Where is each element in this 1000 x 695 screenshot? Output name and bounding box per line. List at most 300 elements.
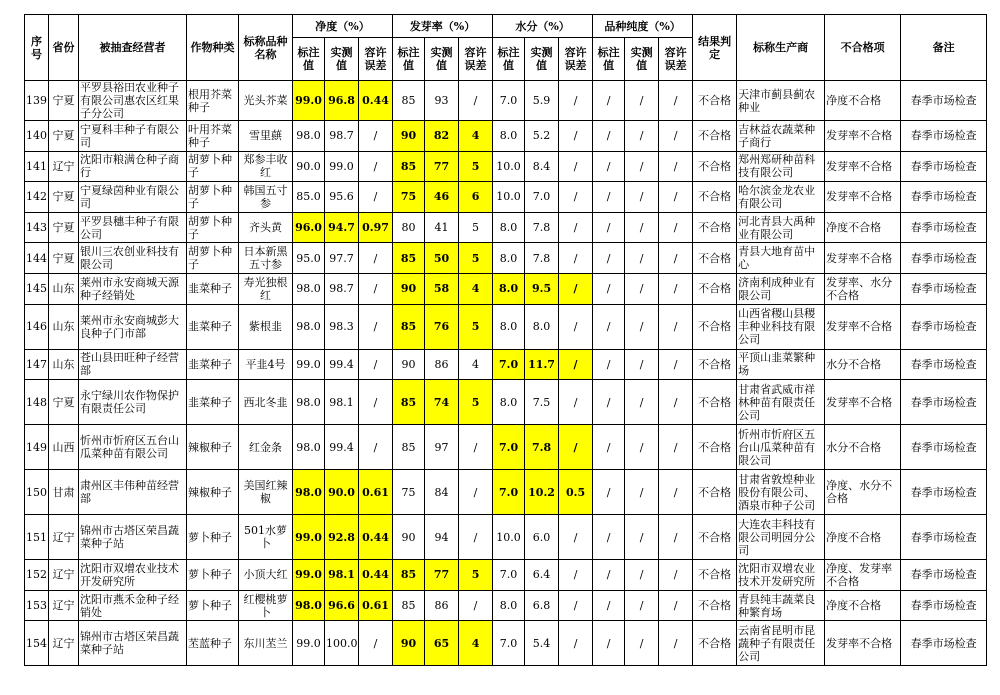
germination-tolerance: / [459,470,493,515]
row-variety: 红樱桃萝卜 [239,590,293,621]
purity-labeled: 98.0 [293,273,325,304]
row-fail-items: 净度不合格 [825,515,901,560]
row-note: 春季市场检查 [901,621,987,666]
header-result: 结果判定 [693,15,737,81]
varietal-purity-tolerance: / [659,425,693,470]
row-producer: 济南利成种业有限公司 [737,273,825,304]
subheader-measured: 实测值 [525,38,559,81]
moisture-labeled: 7.0 [493,81,525,121]
row-fail-items: 水分不合格 [825,425,901,470]
germination-labeled: 90 [393,515,425,560]
germination-measured: 82 [425,121,459,152]
germination-tolerance: 4 [459,273,493,304]
varietal-purity-labeled: / [593,81,625,121]
row-province: 宁夏 [49,121,79,152]
germination-tolerance: / [459,81,493,121]
header-row-top [25,15,987,38]
row-note: 春季市场检查 [901,151,987,182]
table-body [25,81,987,666]
row-dealer: 永宁绿川农作物保护有限责任公司 [79,380,187,425]
header-varietal-purity: 品种纯度（%） [593,15,693,38]
germination-tolerance: / [459,425,493,470]
row-province: 山东 [49,273,79,304]
row-result: 不合格 [693,81,737,121]
row-province: 辽宁 [49,621,79,666]
row-seq: 149 [25,425,49,470]
moisture-tolerance: / [559,273,593,304]
germination-measured: 97 [425,425,459,470]
moisture-labeled: 10.0 [493,182,525,213]
purity-tolerance: / [359,304,393,349]
row-dealer: 沈阳市粮满仓种子商行 [79,151,187,182]
germination-labeled: 85 [393,380,425,425]
germination-measured: 93 [425,81,459,121]
header-germination: 发芽率（%） [393,15,493,38]
varietal-purity-labeled: / [593,243,625,274]
germination-tolerance: 5 [459,212,493,243]
row-dealer: 莱州市永安商城天源种子经销处 [79,273,187,304]
germination-tolerance: 4 [459,621,493,666]
header-producer: 标称生产商 [737,15,825,81]
table-row [25,273,987,304]
germination-labeled: 85 [393,304,425,349]
row-dealer: 宁夏绿茵种业有限公司 [79,182,187,213]
row-seq: 151 [25,515,49,560]
germination-tolerance: 5 [459,380,493,425]
germination-labeled: 90 [393,273,425,304]
row-dealer: 肃州区丰伟种苗经营部 [79,470,187,515]
varietal-purity-measured: / [625,121,659,152]
purity-measured: 96.6 [325,590,359,621]
row-dealer: 苍山县田旺种子经营部 [79,349,187,380]
row-variety: 501水萝卜 [239,515,293,560]
germination-tolerance: 4 [459,121,493,152]
row-producer: 云南省昆明市昆蔬种子有限责任公司 [737,621,825,666]
moisture-tolerance: / [559,349,593,380]
row-note: 春季市场检查 [901,182,987,213]
varietal-purity-tolerance: / [659,121,693,152]
purity-labeled: 98.0 [293,470,325,515]
row-province: 辽宁 [49,560,79,591]
moisture-tolerance: / [559,380,593,425]
moisture-labeled: 7.0 [493,470,525,515]
moisture-tolerance: / [559,243,593,274]
moisture-measured: 7.8 [525,212,559,243]
row-dealer: 银川三农创业科技有限公司 [79,243,187,274]
moisture-labeled: 8.0 [493,304,525,349]
moisture-measured: 8.4 [525,151,559,182]
subheader-tolerance: 容许误差 [559,38,593,81]
varietal-purity-labeled: / [593,273,625,304]
purity-labeled: 95.0 [293,243,325,274]
row-note: 春季市场检查 [901,121,987,152]
germination-measured: 58 [425,273,459,304]
varietal-purity-labeled: / [593,470,625,515]
varietal-purity-measured: / [625,273,659,304]
row-variety: 平韭4号 [239,349,293,380]
varietal-purity-labeled: / [593,151,625,182]
purity-measured: 98.7 [325,121,359,152]
moisture-measured: 8.0 [525,304,559,349]
purity-measured: 90.0 [325,470,359,515]
row-province: 宁夏 [49,380,79,425]
germination-labeled: 85 [393,590,425,621]
row-crop: 韭菜种子 [187,349,239,380]
purity-labeled: 85.0 [293,182,325,213]
purity-measured: 99.4 [325,425,359,470]
row-note: 春季市场检查 [901,590,987,621]
purity-measured: 98.3 [325,304,359,349]
row-dealer: 沈阳市双增农业技术开发研究所 [79,560,187,591]
moisture-tolerance: / [559,590,593,621]
row-result: 不合格 [693,590,737,621]
row-variety: 雪里蕻 [239,121,293,152]
germination-labeled: 85 [393,560,425,591]
purity-measured: 92.8 [325,515,359,560]
varietal-purity-measured: / [625,81,659,121]
row-fail-items: 净度不合格 [825,590,901,621]
purity-measured: 97.7 [325,243,359,274]
row-province: 辽宁 [49,515,79,560]
subheader-labeled: 标注值 [493,38,525,81]
moisture-labeled: 7.0 [493,621,525,666]
varietal-purity-measured: / [625,212,659,243]
varietal-purity-labeled: / [593,121,625,152]
varietal-purity-tolerance: / [659,212,693,243]
row-province: 山东 [49,304,79,349]
header-note: 备注 [901,15,987,81]
moisture-measured: 5.4 [525,621,559,666]
table-row [25,349,987,380]
varietal-purity-labeled: / [593,304,625,349]
varietal-purity-labeled: / [593,590,625,621]
purity-tolerance: / [359,380,393,425]
moisture-measured: 9.5 [525,273,559,304]
row-note: 春季市场检查 [901,81,987,121]
row-crop: 胡萝卜种子 [187,182,239,213]
subheader-labeled: 标注值 [293,38,325,81]
row-seq: 148 [25,380,49,425]
moisture-labeled: 8.0 [493,243,525,274]
germination-measured: 41 [425,212,459,243]
row-province: 辽宁 [49,151,79,182]
germination-labeled: 90 [393,621,425,666]
moisture-tolerance: / [559,560,593,591]
varietal-purity-labeled: / [593,621,625,666]
purity-tolerance: 0.44 [359,560,393,591]
moisture-tolerance: / [559,621,593,666]
row-crop: 叶用芥菜种子 [187,121,239,152]
row-result: 不合格 [693,349,737,380]
row-producer: 沈阳市双增农业技术开发研究所 [737,560,825,591]
row-result: 不合格 [693,182,737,213]
row-seq: 146 [25,304,49,349]
moisture-labeled: 8.0 [493,121,525,152]
table-row [25,560,987,591]
row-note: 春季市场检查 [901,380,987,425]
varietal-purity-labeled: / [593,212,625,243]
row-variety: 红金条 [239,425,293,470]
varietal-purity-measured: / [625,349,659,380]
purity-labeled: 98.0 [293,380,325,425]
moisture-tolerance: / [559,304,593,349]
row-result: 不合格 [693,304,737,349]
row-result: 不合格 [693,121,737,152]
germination-measured: 77 [425,560,459,591]
germination-labeled: 85 [393,81,425,121]
table-row [25,304,987,349]
moisture-measured: 6.0 [525,515,559,560]
row-producer: 青县纯丰蔬菜良种繁育场 [737,590,825,621]
row-fail-items: 发芽率不合格 [825,304,901,349]
varietal-purity-measured: / [625,182,659,213]
header-moisture: 水分（%） [493,15,593,38]
purity-measured: 98.1 [325,560,359,591]
table-row [25,212,987,243]
row-crop: 萝卜种子 [187,560,239,591]
germination-measured: 86 [425,349,459,380]
row-note: 春季市场检查 [901,212,987,243]
row-fail-items: 发芽率不合格 [825,243,901,274]
row-result: 不合格 [693,273,737,304]
moisture-labeled: 7.0 [493,425,525,470]
moisture-measured: 7.5 [525,380,559,425]
subheader-measured: 实测值 [625,38,659,81]
germination-tolerance: 4 [459,349,493,380]
subheader-measured: 实测值 [325,38,359,81]
table-row [25,470,987,515]
row-crop: 韭菜种子 [187,273,239,304]
row-fail-items: 水分不合格 [825,349,901,380]
varietal-purity-measured: / [625,151,659,182]
subheader-labeled: 标注值 [393,38,425,81]
varietal-purity-measured: / [625,560,659,591]
table-row [25,425,987,470]
moisture-labeled: 8.0 [493,273,525,304]
varietal-purity-measured: / [625,380,659,425]
purity-tolerance: 0.61 [359,470,393,515]
row-fail-items: 发芽率不合格 [825,151,901,182]
moisture-measured: 7.8 [525,243,559,274]
germination-labeled: 75 [393,182,425,213]
moisture-measured: 11.7 [525,349,559,380]
row-seq: 139 [25,81,49,121]
moisture-measured: 6.8 [525,590,559,621]
row-producer: 甘肃省武威市祥林种苗有限责任公司 [737,380,825,425]
row-seq: 144 [25,243,49,274]
varietal-purity-tolerance: / [659,273,693,304]
row-result: 不合格 [693,243,737,274]
purity-measured: 94.7 [325,212,359,243]
germination-tolerance: 5 [459,560,493,591]
moisture-measured: 7.0 [525,182,559,213]
seed-inspection-table [24,14,987,666]
varietal-purity-tolerance: / [659,349,693,380]
row-note: 春季市场检查 [901,515,987,560]
row-dealer: 锦州市古塔区荣昌蔬菜种子站 [79,621,187,666]
row-fail-items: 净度不合格 [825,212,901,243]
row-result: 不合格 [693,151,737,182]
row-seq: 143 [25,212,49,243]
row-seq: 145 [25,273,49,304]
header-seq: 序号 [25,15,49,81]
purity-labeled: 99.0 [293,81,325,121]
purity-tolerance: / [359,243,393,274]
row-variety: 日本新黑五寸参 [239,243,293,274]
row-producer: 山西省稷山县稷丰种业科技有限公司 [737,304,825,349]
row-seq: 141 [25,151,49,182]
row-fail-items: 发芽率不合格 [825,380,901,425]
varietal-purity-labeled: / [593,380,625,425]
moisture-tolerance: / [559,121,593,152]
table-row [25,81,987,121]
inspection-table-wrapper [24,14,980,666]
moisture-labeled: 10.0 [493,515,525,560]
germination-tolerance: 5 [459,243,493,274]
row-producer: 郑州郑研种苗科技有限公司 [737,151,825,182]
germination-measured: 65 [425,621,459,666]
purity-measured: 98.1 [325,380,359,425]
row-producer: 哈尔滨金龙农业有限公司 [737,182,825,213]
header-variety: 标称品种名称 [239,15,293,81]
germination-tolerance: 5 [459,151,493,182]
table-row [25,621,987,666]
moisture-measured: 5.9 [525,81,559,121]
row-crop: 胡萝卜种子 [187,151,239,182]
row-province: 山西 [49,425,79,470]
subheader-measured: 实测值 [425,38,459,81]
purity-tolerance: / [359,151,393,182]
purity-measured: 100.0 [325,621,359,666]
germination-labeled: 90 [393,121,425,152]
row-crop: 韭菜种子 [187,304,239,349]
row-variety: 齐头黄 [239,212,293,243]
row-producer: 平顶山韭菜繁种场 [737,349,825,380]
purity-measured: 99.0 [325,151,359,182]
row-crop: 根用芥菜种子 [187,81,239,121]
row-dealer: 宁夏科丰种子有限公司 [79,121,187,152]
row-note: 春季市场检查 [901,304,987,349]
row-result: 不合格 [693,515,737,560]
purity-labeled: 99.0 [293,560,325,591]
moisture-tolerance: / [559,151,593,182]
row-variety: 韩国五寸参 [239,182,293,213]
row-variety: 小顶大红 [239,560,293,591]
moisture-tolerance: / [559,182,593,213]
purity-tolerance: 0.61 [359,590,393,621]
varietal-purity-measured: / [625,515,659,560]
varietal-purity-measured: / [625,243,659,274]
row-province: 宁夏 [49,212,79,243]
row-result: 不合格 [693,621,737,666]
purity-tolerance: / [359,349,393,380]
purity-tolerance: 0.97 [359,212,393,243]
row-fail-items: 发芽率不合格 [825,121,901,152]
moisture-labeled: 8.0 [493,380,525,425]
germination-measured: 94 [425,515,459,560]
varietal-purity-tolerance: / [659,182,693,213]
table-row [25,182,987,213]
purity-tolerance: / [359,182,393,213]
germination-measured: 74 [425,380,459,425]
purity-tolerance: / [359,273,393,304]
varietal-purity-tolerance: / [659,470,693,515]
moisture-tolerance: / [559,515,593,560]
row-variety: 寿光独根红 [239,273,293,304]
header-crop: 作物种类 [187,15,239,81]
varietal-purity-labeled: / [593,515,625,560]
purity-tolerance: 0.44 [359,515,393,560]
subheader-tolerance: 容许误差 [359,38,393,81]
row-result: 不合格 [693,470,737,515]
purity-labeled: 98.0 [293,425,325,470]
subheader-tolerance: 容许误差 [659,38,693,81]
moisture-labeled: 8.0 [493,590,525,621]
varietal-purity-labeled: / [593,425,625,470]
row-fail-items: 净度、发芽率不合格 [825,560,901,591]
purity-tolerance: 0.44 [359,81,393,121]
row-dealer: 忻州市忻府区五台山瓜菜种苗有限公司 [79,425,187,470]
purity-tolerance: / [359,621,393,666]
row-seq: 152 [25,560,49,591]
germination-labeled: 85 [393,243,425,274]
germination-labeled: 90 [393,349,425,380]
row-note: 春季市场检查 [901,243,987,274]
header-province: 省份 [49,15,79,81]
row-variety: 光头芥菜 [239,81,293,121]
row-province: 宁夏 [49,182,79,213]
row-variety: 西北冬韭 [239,380,293,425]
row-seq: 147 [25,349,49,380]
row-variety: 郑参丰收红 [239,151,293,182]
germination-tolerance: / [459,590,493,621]
row-producer: 甘肃省敦煌种业股份有限公司、酒泉市种子公司 [737,470,825,515]
row-crop: 苤蓝种子 [187,621,239,666]
header-purity: 净度（%） [293,15,393,38]
germination-labeled: 80 [393,212,425,243]
purity-labeled: 99.0 [293,349,325,380]
moisture-measured: 6.4 [525,560,559,591]
row-seq: 142 [25,182,49,213]
purity-labeled: 99.0 [293,621,325,666]
germination-measured: 76 [425,304,459,349]
varietal-purity-tolerance: / [659,515,693,560]
row-crop: 萝卜种子 [187,590,239,621]
germination-measured: 50 [425,243,459,274]
row-producer: 河北青县大禹种业有限公司 [737,212,825,243]
row-crop: 辣椒种子 [187,470,239,515]
row-result: 不合格 [693,425,737,470]
header-fail-items: 不合格项 [825,15,901,81]
purity-labeled: 96.0 [293,212,325,243]
varietal-purity-measured: / [625,425,659,470]
row-producer: 大连农丰科技有限公司明园分公司 [737,515,825,560]
row-note: 春季市场检查 [901,560,987,591]
row-province: 辽宁 [49,590,79,621]
varietal-purity-tolerance: / [659,621,693,666]
varietal-purity-measured: / [625,470,659,515]
varietal-purity-labeled: / [593,182,625,213]
row-note: 春季市场检查 [901,425,987,470]
germination-labeled: 85 [393,151,425,182]
row-result: 不合格 [693,380,737,425]
purity-measured: 96.8 [325,81,359,121]
row-dealer: 沈阳市燕禾金种子经销处 [79,590,187,621]
moisture-tolerance: / [559,425,593,470]
row-note: 春季市场检查 [901,273,987,304]
row-province: 甘肃 [49,470,79,515]
moisture-labeled: 10.0 [493,151,525,182]
